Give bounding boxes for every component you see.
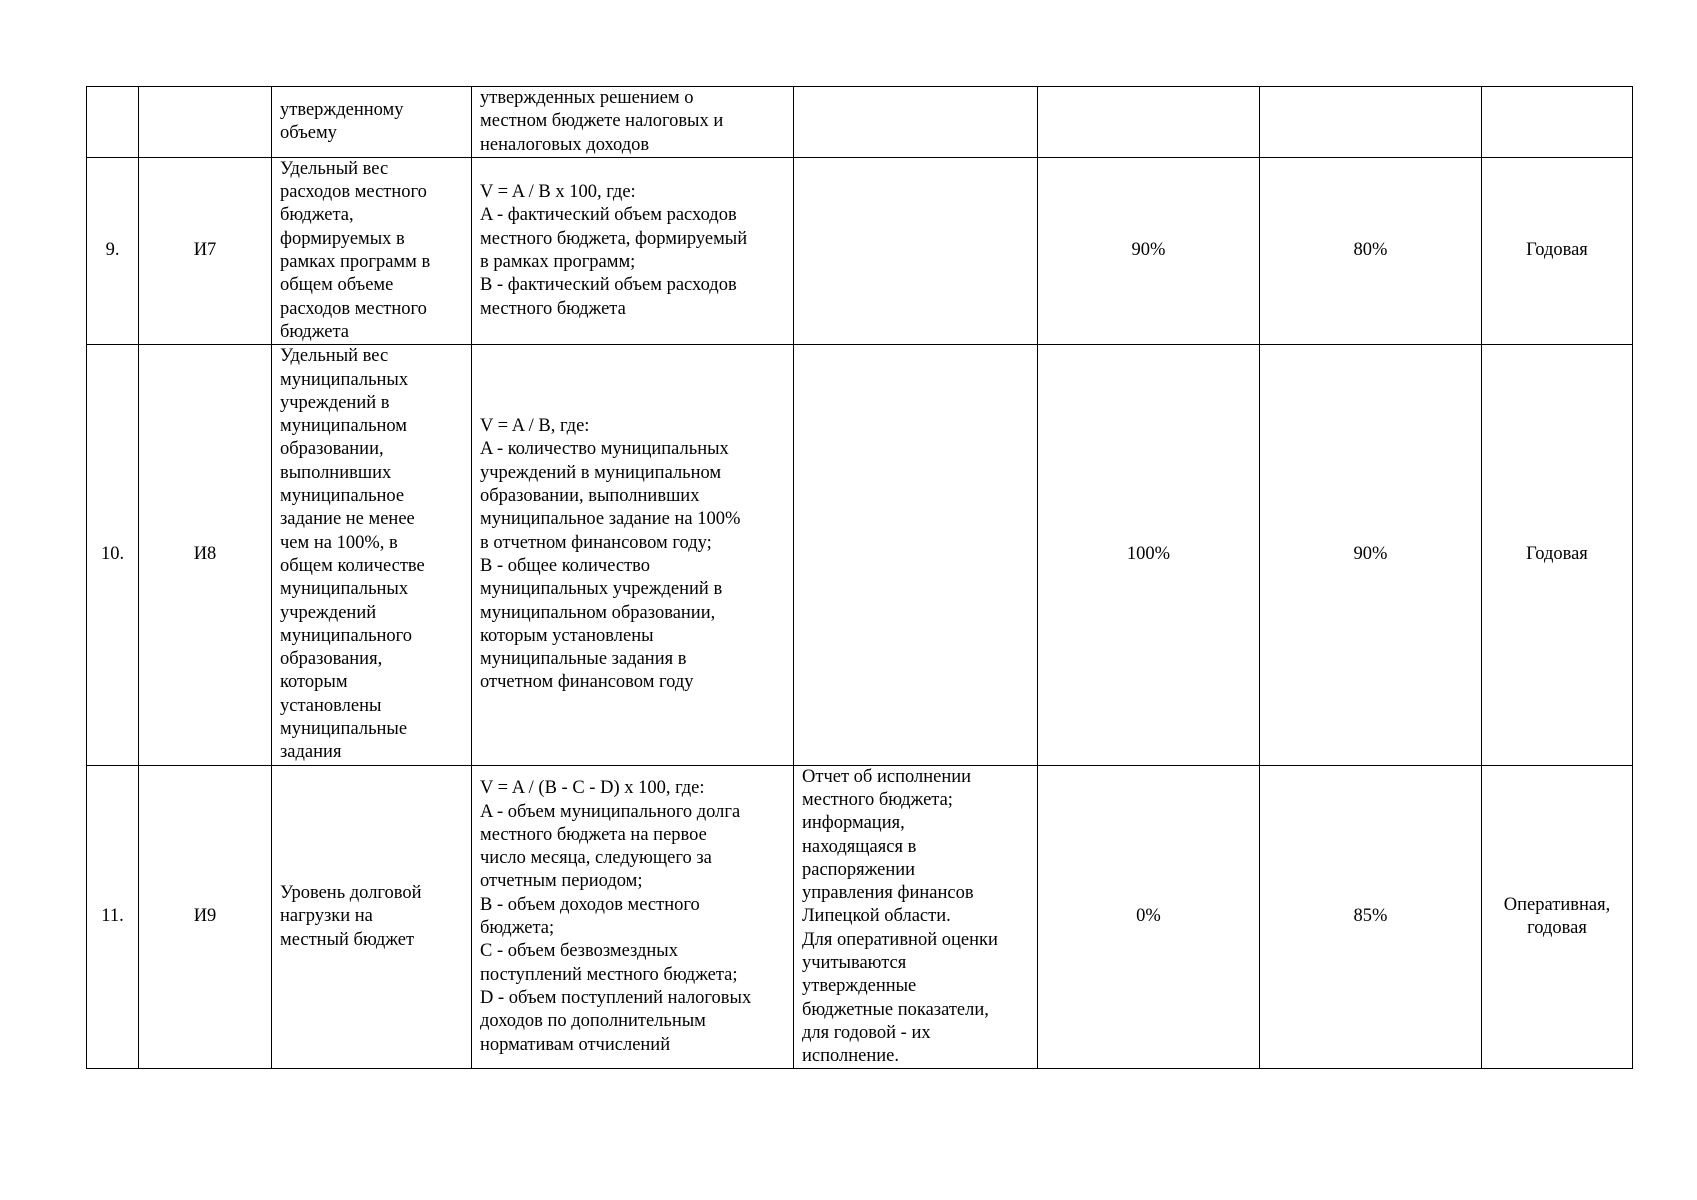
table-row	[87, 87, 1633, 158]
table-row	[87, 157, 1633, 344]
threshold-value-cell	[1260, 87, 1482, 158]
target-value-cell: 100%	[1038, 345, 1260, 765]
target-value-cell: 0%	[1038, 765, 1260, 1069]
formula-cell: V = A / B x 100, где: A - фактический объем расходов местного бюджета, формируемый в рамках программ; B - фактический объем расходов местного бюджета	[472, 157, 794, 344]
row-number-cell: 10.	[87, 345, 139, 765]
formula-cell: утвержденных решением о местном бюджете налоговых и неналоговых доходов	[472, 87, 794, 158]
indicator-code-cell	[139, 87, 272, 158]
threshold-value-cell: 90%	[1260, 345, 1482, 765]
indicator-code-cell: И8	[139, 345, 272, 765]
table-row	[87, 345, 1633, 765]
indicator-code-cell: И9	[139, 765, 272, 1069]
indicator-code-cell: И7	[139, 157, 272, 344]
indicators-table	[86, 86, 1633, 1069]
data-source-cell	[794, 87, 1038, 158]
formula-cell: V = A / (B - C - D) x 100, где: A - объем муниципального долга местного бюджета на первое число месяца, следующего за отчетным периодом; B - объем доходов местного бюджета; C - объем безвозмездных поступлений местного бюджета; D - объем поступлений налоговых доходов по дополнительным нормативам отчислений	[472, 765, 794, 1069]
data-source-cell	[794, 345, 1038, 765]
indicator-name-cell: утвержденному объему	[272, 87, 472, 158]
frequency-cell: Годовая	[1482, 157, 1633, 344]
indicator-name-cell: Удельный вес муниципальных учреждений в муниципальном образовании, выполнивших муниципальное задание не менее чем на 100%, в общем количестве муниципальных учреждений муниципального образования, которым установлены муниципальные задания	[272, 345, 472, 765]
target-value-cell	[1038, 87, 1260, 158]
row-number-cell: 11.	[87, 765, 139, 1069]
data-source-cell: Отчет об исполнении местного бюджета; информация, находящаяся в распоряжении управления финансов Липецкой области. Для оперативной оценки учитываются утвержденные бюджетные показатели, для годовой - их исполнение.	[794, 765, 1038, 1069]
indicator-name-cell: Уровень долговой нагрузки на местный бюджет	[272, 765, 472, 1069]
threshold-value-cell: 80%	[1260, 157, 1482, 344]
frequency-cell: Годовая	[1482, 345, 1633, 765]
frequency-cell	[1482, 87, 1633, 158]
target-value-cell: 90%	[1038, 157, 1260, 344]
formula-cell: V = A / B, где: A - количество муниципальных учреждений в муниципальном образовании, выполнивших муниципальное задание на 100% в отчетном финансовом году; B - общее количество муниципальных учреждений в муниципальном образовании, которым установлены муниципальные задания в отчетном финансовом году	[472, 345, 794, 765]
row-number-cell: 9.	[87, 157, 139, 344]
table-row	[87, 765, 1633, 1069]
row-number-cell	[87, 87, 139, 158]
frequency-cell: Оперативная, годовая	[1482, 765, 1633, 1069]
data-source-cell	[794, 157, 1038, 344]
indicator-name-cell: Удельный вес расходов местного бюджета, формируемых в рамках программ в общем объеме расходов местного бюджета	[272, 157, 472, 344]
threshold-value-cell: 85%	[1260, 765, 1482, 1069]
